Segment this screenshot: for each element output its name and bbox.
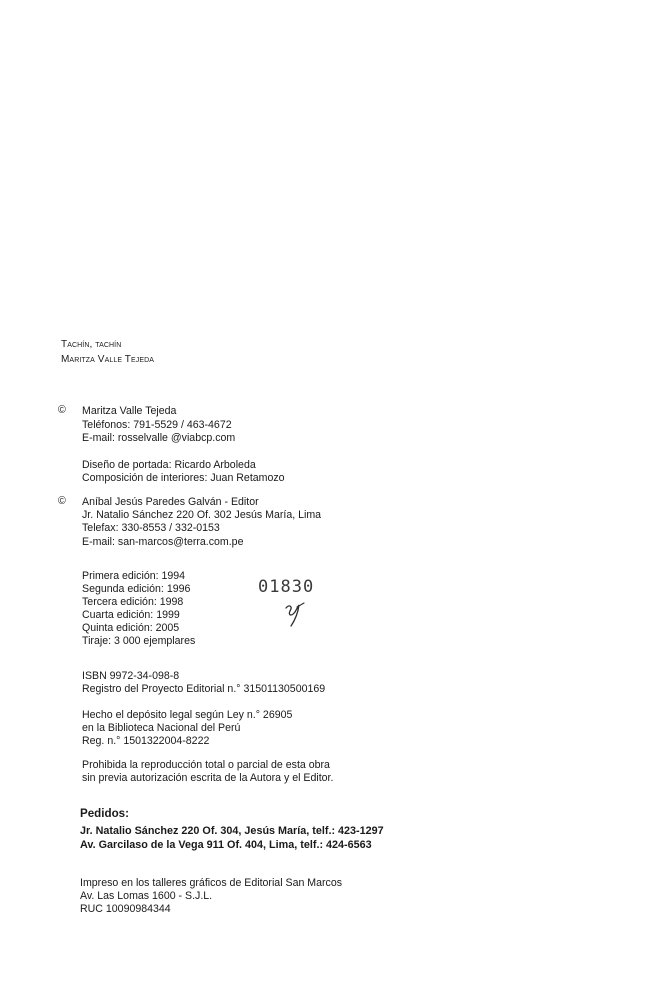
handwritten-initials [280, 598, 310, 630]
isbn: ISBN 9972-34-098-8 [82, 670, 180, 682]
prohibition-notice: Prohibida la reproducción total o parcial de esta obra [82, 759, 330, 771]
copyright-symbol: © [58, 404, 66, 416]
publisher-email: E-mail: san-marcos@terra.com.pe [82, 536, 244, 548]
layout-credit: Composición de interiores: Juan Retamozo [82, 472, 285, 484]
author-email: E-mail: rosselvalle @viabcp.com [82, 432, 236, 444]
author-name: Maritza Valle Tejeda [82, 405, 177, 417]
author-phones: Teléfonos: 791-5529 / 463-4672 [82, 419, 232, 431]
edition-line: Quinta edición: 2005 [82, 622, 180, 634]
printer-address: Av. Las Lomas 1600 - S.J.L. [80, 890, 213, 902]
printer-info: Impreso en los talleres gráficos de Editorial San Marcos [80, 877, 343, 889]
legal-registry: Reg. n.° 1501322004-8222 [82, 735, 210, 747]
edition-line: Segunda edición: 1996 [82, 583, 191, 595]
edition-line: Primera edición: 1994 [82, 570, 186, 582]
handwritten-inventory-number: 01830 [258, 577, 315, 597]
editorial-registry: Registro del Proyecto Editorial n.° 31501130500169 [82, 683, 326, 695]
cover-credit: Diseño de portada: Ricardo Arboleda [82, 459, 256, 471]
book-title: Tachín, tachín [61, 339, 122, 350]
orders-address: Jr. Natalio Sánchez 220 Of. 304, Jesús María, telf.: 423-1297 [80, 825, 384, 837]
print-run: Tiraje: 3 000 ejemplares [82, 635, 196, 647]
legal-deposit: Hecho el depósito legal según Ley n.° 26905 [82, 709, 293, 721]
orders-address: Av. Garcilaso de la Vega 911 Of. 404, Lima, telf.: 424-6563 [80, 839, 372, 851]
book-author: Maritza Valle Tejeda [61, 354, 155, 365]
prohibition-notice: sin previa autorización escrita de la Autora y el Editor. [82, 772, 334, 784]
legal-deposit: en la Biblioteca Nacional del Perú [82, 722, 241, 734]
edition-line: Cuarta edición: 1999 [82, 609, 180, 621]
copyright-symbol: © [58, 495, 66, 507]
orders-heading: Pedidos: [80, 807, 129, 820]
edition-line: Tercera edición: 1998 [82, 596, 184, 608]
publisher-fax: Telefax: 330-8553 / 332-0153 [82, 522, 220, 534]
publisher-name: Aníbal Jesús Paredes Galván - Editor [82, 496, 259, 508]
publisher-address: Jr. Natalio Sánchez 220 Of. 302 Jesús María, Lima [82, 509, 322, 521]
printer-ruc: RUC 10090984344 [80, 903, 171, 915]
